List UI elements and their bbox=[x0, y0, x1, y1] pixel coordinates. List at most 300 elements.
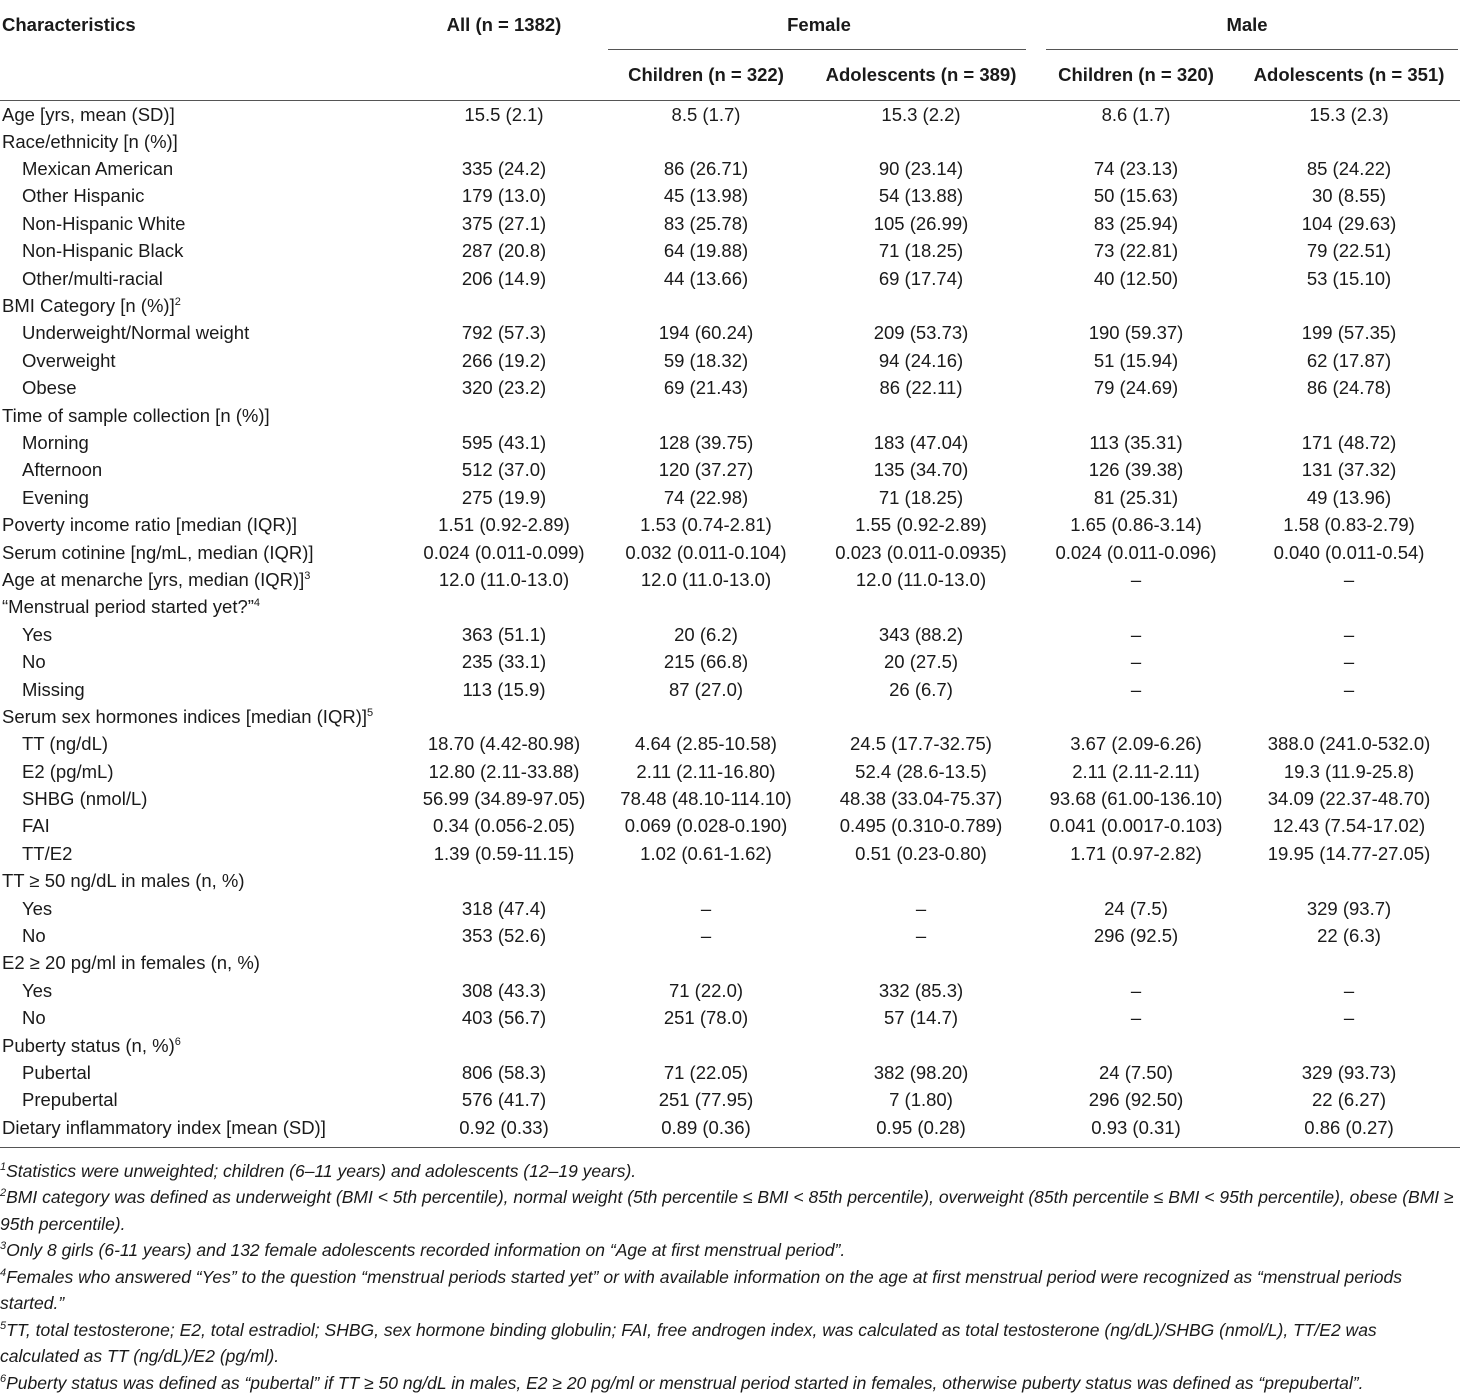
table-cell: 69 (21.43) bbox=[663, 377, 749, 399]
table-row bbox=[0, 894, 1460, 921]
table-cell: 128 (39.75) bbox=[658, 431, 754, 453]
header-female-adolescents: Adolescents (n = 389) bbox=[808, 50, 1034, 100]
row-label-text: Yes bbox=[22, 979, 53, 1001]
table-cell: 375 (27.1) bbox=[461, 212, 547, 234]
row-label bbox=[0, 100, 404, 128]
table-row bbox=[0, 977, 1460, 1004]
table-header bbox=[0, 0, 1460, 100]
table-cell: 12.43 (7.54-17.02) bbox=[1272, 815, 1426, 837]
table-cell: 22 (6.3) bbox=[1317, 925, 1381, 947]
table-cell: 86 (22.11) bbox=[879, 377, 963, 399]
table-cell bbox=[808, 593, 1034, 620]
table-cell: 71 (22.0) bbox=[668, 979, 744, 1001]
row-label bbox=[0, 949, 404, 976]
table-row bbox=[0, 593, 1460, 620]
row-label-text: Afternoon bbox=[22, 459, 103, 481]
row-label-text: Age at menarche [yrs, median (IQR)] bbox=[2, 568, 305, 590]
table-row bbox=[0, 922, 1460, 949]
footnote bbox=[0, 1317, 1460, 1370]
table-cell bbox=[404, 1031, 604, 1058]
table-cell: – bbox=[1130, 568, 1142, 590]
row-label-text: Obese bbox=[22, 377, 77, 399]
row-label bbox=[0, 867, 404, 894]
table-row bbox=[0, 812, 1460, 839]
table-cell: 78.48 (48.10-114.10) bbox=[620, 788, 792, 810]
table-cell: 87 (27.0) bbox=[668, 678, 744, 700]
table-cell: 59 (18.32) bbox=[663, 349, 749, 371]
row-label bbox=[0, 566, 404, 593]
footnote-number: 3 bbox=[0, 1240, 7, 1253]
table-cell: 51 (15.94) bbox=[1093, 349, 1179, 371]
table-cell: 20 (27.5) bbox=[883, 651, 959, 673]
table-row bbox=[0, 264, 1460, 291]
table-cell: 94 (24.16) bbox=[878, 349, 964, 371]
table-cell: 512 (37.0) bbox=[461, 459, 547, 481]
header-female: Female bbox=[604, 0, 1034, 50]
table-cell: 329 (93.7) bbox=[1306, 897, 1392, 919]
table-cell: 113 (15.9) bbox=[462, 678, 546, 700]
table-body bbox=[0, 100, 1460, 1141]
table-cell: 12.80 (2.11-33.88) bbox=[428, 760, 580, 782]
header-male-adolescents: Adolescents (n = 351) bbox=[1238, 50, 1460, 100]
table-row bbox=[0, 949, 1460, 976]
row-label bbox=[0, 292, 404, 319]
row-label-text: E2 ≥ 20 pg/ml in females (n, %) bbox=[2, 952, 260, 974]
table-cell: 0.069 (0.028-0.190) bbox=[624, 815, 788, 837]
table-cell: 183 (47.04) bbox=[873, 431, 969, 453]
table-cell: 56.99 (34.89-97.05) bbox=[422, 788, 586, 810]
row-label-text: Time of sample collection [n (%)] bbox=[2, 404, 270, 426]
row-label-text: Overweight bbox=[22, 349, 116, 371]
row-label bbox=[0, 840, 404, 867]
table-row bbox=[0, 210, 1460, 237]
table-cell: 215 (66.8) bbox=[663, 651, 749, 673]
header-spacer bbox=[404, 50, 604, 100]
table-cell: 2.11 (2.11-2.11) bbox=[1072, 760, 1200, 782]
table-cell: 44 (13.66) bbox=[663, 267, 749, 289]
footnote bbox=[0, 1264, 1460, 1317]
table-cell bbox=[404, 593, 604, 620]
table-cell bbox=[404, 867, 604, 894]
table-cell: 48.38 (33.04-75.37) bbox=[839, 788, 1003, 810]
table-cell: 1.58 (0.83-2.79) bbox=[1283, 514, 1415, 536]
row-label-text: “Menstrual period started yet?” bbox=[2, 596, 254, 618]
table-cell bbox=[808, 949, 1034, 976]
row-label bbox=[0, 785, 404, 812]
row-label-text: Dietary inflammatory index [mean (SD)] bbox=[2, 1116, 326, 1138]
table-cell: 50 (15.63) bbox=[1093, 185, 1179, 207]
table-cell: 251 (77.95) bbox=[658, 1089, 754, 1111]
table-cell: 79 (24.69) bbox=[1093, 377, 1179, 399]
table-row bbox=[0, 374, 1460, 401]
row-label-text: Underweight/Normal weight bbox=[22, 322, 250, 344]
table-cell: 0.024 (0.011-0.099) bbox=[423, 541, 585, 563]
footnote bbox=[0, 1370, 1460, 1396]
table-cell: 363 (51.1) bbox=[461, 623, 547, 645]
table-cell: 83 (25.94) bbox=[1093, 212, 1179, 234]
table-cell: 126 (39.38) bbox=[1088, 459, 1184, 481]
table-cell bbox=[808, 292, 1034, 319]
table-cell: – bbox=[1130, 979, 1142, 1001]
header-male: Male bbox=[1034, 0, 1460, 50]
table-cell bbox=[604, 593, 808, 620]
row-label bbox=[0, 429, 404, 456]
table-row bbox=[0, 867, 1460, 894]
table-cell: 266 (19.2) bbox=[461, 349, 547, 371]
table-cell: 0.89 (0.36) bbox=[661, 1116, 751, 1138]
row-label bbox=[0, 538, 404, 565]
row-label-text: Other/multi-racial bbox=[22, 267, 163, 289]
table-cell: 54 (13.88) bbox=[878, 185, 964, 207]
table-cell bbox=[1238, 128, 1460, 155]
footnote-number: 6 bbox=[0, 1373, 7, 1386]
table-row bbox=[0, 182, 1460, 209]
table-cell: 382 (98.20) bbox=[873, 1061, 969, 1083]
row-label-text: Age [yrs, mean (SD)] bbox=[2, 103, 175, 125]
row-label bbox=[0, 730, 404, 757]
header-female-children: Children (n = 322) bbox=[604, 50, 808, 100]
row-label bbox=[0, 264, 404, 291]
row-label bbox=[0, 456, 404, 483]
table-cell: 0.040 (0.011-0.54) bbox=[1273, 541, 1425, 563]
table-cell: 1.71 (0.97-2.82) bbox=[1070, 842, 1202, 864]
table-cell: 113 (35.31) bbox=[1089, 431, 1183, 453]
table-cell: – bbox=[915, 897, 927, 919]
table-cell: – bbox=[1343, 979, 1355, 1001]
footnote-ref: 2 bbox=[174, 295, 181, 308]
table-cell bbox=[808, 401, 1034, 428]
footnote-text: BMI category was defined as underweight (BMI < 5th percentile), normal weight (5th percentile ≤ BMI < 85th percentile), overweight (85th percentile ≤ BMI < 95th percentile), obese (BMI ≥ 95th percentile). bbox=[0, 1187, 1454, 1234]
table-cell: 57 (14.7) bbox=[883, 1007, 959, 1029]
table-cell: 135 (34.70) bbox=[873, 459, 969, 481]
footnote-text: TT, total testosterone; E2, total estradiol; SHBG, sex hormone binding globulin; FAI, free androgen index, was calculated as total testosterone (ng/dL)/SHBG (nmol/L), TT/E2 was calculated as TT (ng/dL)/E2 (pg/ml). bbox=[0, 1319, 1377, 1367]
row-label bbox=[0, 182, 404, 209]
table-cell bbox=[1238, 949, 1460, 976]
table-cell bbox=[1034, 401, 1238, 428]
table-row bbox=[0, 347, 1460, 374]
row-label bbox=[0, 977, 404, 1004]
table-cell: 287 (20.8) bbox=[461, 240, 547, 262]
row-label bbox=[0, 894, 404, 921]
table-cell: 1.39 (0.59-11.15) bbox=[433, 842, 575, 864]
table-row bbox=[0, 1086, 1460, 1113]
table-cell: 24 (7.5) bbox=[1104, 897, 1168, 919]
table-cell: – bbox=[1130, 678, 1142, 700]
table-cell: 22 (6.27) bbox=[1312, 1089, 1387, 1111]
table-cell: 40 (12.50) bbox=[1093, 267, 1179, 289]
table-cell: 7 (1.80) bbox=[889, 1089, 953, 1111]
row-label-text: Mexican American bbox=[22, 158, 174, 180]
table-cell bbox=[604, 128, 808, 155]
row-label bbox=[0, 1086, 404, 1113]
table-cell bbox=[808, 703, 1034, 730]
footnote-text: Only 8 girls (6-11 years) and 132 female adolescents recorded information on “Age at first menstrual period”. bbox=[6, 1240, 846, 1261]
table-cell bbox=[404, 703, 604, 730]
table-cell bbox=[1034, 1031, 1238, 1058]
table-cell bbox=[404, 292, 604, 319]
table-cell: 0.95 (0.28) bbox=[876, 1116, 966, 1138]
table-cell: 105 (26.99) bbox=[873, 212, 969, 234]
row-label bbox=[0, 812, 404, 839]
row-label-text: Race/ethnicity [n (%)] bbox=[2, 130, 178, 152]
footnote-number: 5 bbox=[0, 1320, 7, 1333]
table-cell: 206 (14.9) bbox=[461, 267, 547, 289]
table-cell: 209 (53.73) bbox=[873, 322, 969, 344]
table-cell: 1.51 (0.92-2.89) bbox=[438, 514, 570, 536]
table-row bbox=[0, 511, 1460, 538]
table-cell bbox=[604, 867, 808, 894]
table-cell: 296 (92.50) bbox=[1088, 1089, 1184, 1111]
table-cell: 26 (6.7) bbox=[889, 678, 953, 700]
row-label-text: Evening bbox=[22, 486, 89, 508]
row-label-text: TT ≥ 50 ng/dL in males (n, %) bbox=[2, 870, 245, 892]
table-cell: 8.6 (1.7) bbox=[1101, 103, 1171, 125]
table-cell bbox=[808, 867, 1034, 894]
footnote-text: Statistics were unweighted; children (6–11 years) and adolescents (12–19 years). bbox=[6, 1160, 637, 1181]
table-row bbox=[0, 703, 1460, 730]
table-cell: 806 (58.3) bbox=[461, 1061, 547, 1083]
table-cell: 190 (59.37) bbox=[1088, 322, 1184, 344]
table-cell: 1.53 (0.74-2.81) bbox=[640, 514, 772, 536]
row-label-text: Poverty income ratio [median (IQR)] bbox=[2, 514, 298, 536]
header-male-children: Children (n = 320) bbox=[1034, 50, 1238, 100]
row-label-text: Missing bbox=[22, 678, 85, 700]
row-label-text: Serum sex hormones indices [median (IQR)] bbox=[2, 705, 367, 727]
table-cell: – bbox=[1130, 623, 1142, 645]
table-cell: – bbox=[700, 925, 712, 947]
table-cell: 576 (41.7) bbox=[461, 1089, 547, 1111]
table-cell: 86 (26.71) bbox=[663, 158, 749, 180]
row-label bbox=[0, 1114, 404, 1141]
table-row bbox=[0, 538, 1460, 565]
table-cell: 235 (33.1) bbox=[461, 651, 547, 673]
table-cell: 332 (85.3) bbox=[878, 979, 964, 1001]
table-row bbox=[0, 1114, 1460, 1141]
table-cell: 120 (37.27) bbox=[658, 459, 754, 481]
row-label bbox=[0, 703, 404, 730]
table-cell: 19.95 (14.77-27.05) bbox=[1267, 842, 1431, 864]
row-label bbox=[0, 621, 404, 648]
table-cell: 85 (24.22) bbox=[1306, 158, 1392, 180]
table-cell: – bbox=[1343, 1007, 1355, 1029]
table-cell: 0.023 (0.011-0.0935) bbox=[835, 541, 1007, 563]
row-label-text: Prepubertal bbox=[22, 1089, 118, 1111]
table-cell: 64 (19.88) bbox=[663, 240, 749, 262]
footnote-text: Puberty status was defined as “pubertal” if TT ≥ 50 ng/dL in males, E2 ≥ 20 pg/ml or menstrual period started in females, otherwise puberty status was defined as “prepubertal”. bbox=[6, 1372, 1364, 1393]
table-row bbox=[0, 292, 1460, 319]
row-label bbox=[0, 675, 404, 702]
row-label-text: Morning bbox=[22, 431, 89, 453]
table-cell: 179 (13.0) bbox=[461, 185, 547, 207]
footnote-ref: 6 bbox=[174, 1035, 181, 1048]
table-row bbox=[0, 1031, 1460, 1058]
table-cell: 15.3 (2.3) bbox=[1309, 103, 1389, 125]
table-cell: 12.0 (11.0-13.0) bbox=[438, 568, 570, 590]
table-cell: 0.51 (0.23-0.80) bbox=[855, 842, 987, 864]
table-row bbox=[0, 1059, 1460, 1086]
table-cell: – bbox=[1343, 623, 1355, 645]
row-label-text: FAI bbox=[22, 815, 50, 837]
row-label-text: SHBG (nmol/L) bbox=[22, 788, 148, 810]
table-cell: 0.495 (0.310-0.789) bbox=[839, 815, 1003, 837]
footnote-number: 1 bbox=[0, 1161, 7, 1174]
table-cell: 0.34 (0.056-2.05) bbox=[433, 815, 575, 837]
table-cell: 353 (52.6) bbox=[461, 925, 547, 947]
row-label-text: Serum cotinine [ng/mL, median (IQR)] bbox=[2, 541, 314, 563]
table-cell: 343 (88.2) bbox=[878, 623, 964, 645]
row-label bbox=[0, 1059, 404, 1086]
table-cell: 0.86 (0.27) bbox=[1304, 1116, 1394, 1138]
table-cell: 86 (24.78) bbox=[1306, 377, 1392, 399]
footnotes bbox=[0, 1148, 1460, 1396]
table-cell: 104 (29.63) bbox=[1301, 212, 1397, 234]
row-label-text: Pubertal bbox=[22, 1061, 91, 1083]
row-label-text: Non-Hispanic White bbox=[22, 212, 186, 234]
table-cell: 34.09 (22.37-48.70) bbox=[1267, 788, 1431, 810]
row-label-text: BMI Category [n (%)] bbox=[2, 295, 175, 317]
table-cell: 251 (78.0) bbox=[663, 1007, 749, 1029]
row-label-text: Yes bbox=[22, 623, 53, 645]
row-label-text: TT (ng/dL) bbox=[22, 733, 109, 755]
table-cell: – bbox=[915, 925, 927, 947]
table-cell: 194 (60.24) bbox=[658, 322, 754, 344]
table-cell: 71 (18.25) bbox=[878, 240, 964, 262]
table-cell: 53 (15.10) bbox=[1306, 267, 1392, 289]
table-row bbox=[0, 675, 1460, 702]
table-cell bbox=[1034, 949, 1238, 976]
table-row bbox=[0, 401, 1460, 428]
footnote-number: 4 bbox=[0, 1267, 7, 1280]
table-row bbox=[0, 100, 1460, 128]
table-cell bbox=[1034, 292, 1238, 319]
table-cell: 329 (93.73) bbox=[1301, 1061, 1397, 1083]
table-cell: 62 (17.87) bbox=[1306, 349, 1392, 371]
row-label bbox=[0, 757, 404, 784]
table-cell: – bbox=[1343, 678, 1355, 700]
table-cell bbox=[604, 703, 808, 730]
header-all: All (n = 1382) bbox=[446, 14, 562, 35]
table-cell: 18.70 (4.42-80.98) bbox=[427, 733, 581, 755]
table-cell: 199 (57.35) bbox=[1301, 322, 1397, 344]
row-label bbox=[0, 128, 404, 155]
table-cell: 595 (43.1) bbox=[461, 431, 547, 453]
table-cell: 1.65 (0.86-3.14) bbox=[1070, 514, 1202, 536]
table-cell: 24 (7.50) bbox=[1098, 1061, 1174, 1083]
table-cell bbox=[1238, 401, 1460, 428]
table-row bbox=[0, 429, 1460, 456]
table-cell: 403 (56.7) bbox=[461, 1007, 547, 1029]
row-label bbox=[0, 210, 404, 237]
table-cell: 8.5 (1.7) bbox=[671, 103, 741, 125]
row-label-text: Non-Hispanic Black bbox=[22, 240, 184, 262]
table-cell: 335 (24.2) bbox=[461, 158, 547, 180]
table-cell bbox=[404, 401, 604, 428]
table-row bbox=[0, 648, 1460, 675]
row-label bbox=[0, 319, 404, 346]
footnote-ref: 4 bbox=[253, 597, 261, 610]
table-cell: – bbox=[1343, 651, 1355, 673]
table-cell: 52.4 (28.6-13.5) bbox=[855, 760, 987, 782]
footnote-text: Females who answered “Yes” to the question “menstrual periods started yet” or with available information on the age at first menstrual period were recognized as “menstrual periods started.” bbox=[0, 1266, 1402, 1314]
table-cell: – bbox=[1343, 568, 1355, 590]
table-cell: 1.02 (0.61-1.62) bbox=[640, 842, 772, 864]
footnote-number: 2 bbox=[0, 1187, 7, 1200]
table-cell bbox=[1034, 128, 1238, 155]
table-cell: 131 (37.32) bbox=[1301, 459, 1397, 481]
row-label-text: Puberty status (n, %) bbox=[2, 1034, 175, 1056]
row-label bbox=[0, 1031, 404, 1058]
row-label bbox=[0, 648, 404, 675]
table-cell: 30 (8.55) bbox=[1312, 185, 1387, 207]
row-label-text: Yes bbox=[22, 897, 53, 919]
table-cell bbox=[1238, 703, 1460, 730]
table-cell: 0.93 (0.31) bbox=[1091, 1116, 1181, 1138]
table-cell: 0.032 (0.011-0.104) bbox=[625, 541, 787, 563]
table-cell: 296 (92.5) bbox=[1093, 925, 1179, 947]
table-cell: 2.11 (2.11-16.80) bbox=[636, 760, 776, 782]
row-label bbox=[0, 401, 404, 428]
table-cell: 15.3 (2.2) bbox=[881, 103, 961, 125]
table-cell: 83 (25.78) bbox=[663, 212, 749, 234]
table-cell bbox=[404, 949, 604, 976]
row-label bbox=[0, 155, 404, 182]
table-cell: – bbox=[1130, 651, 1142, 673]
table-row bbox=[0, 155, 1460, 182]
row-label bbox=[0, 593, 404, 620]
table-cell: 20 (6.2) bbox=[674, 623, 738, 645]
table-cell: 81 (25.31) bbox=[1093, 486, 1179, 508]
table-cell: 275 (19.9) bbox=[461, 486, 547, 508]
table-cell: 15.5 (2.1) bbox=[464, 103, 544, 125]
row-label bbox=[0, 922, 404, 949]
table-cell: 74 (23.13) bbox=[1093, 158, 1179, 180]
table-cell: 71 (22.05) bbox=[663, 1061, 749, 1083]
table-cell: 318 (47.4) bbox=[461, 897, 547, 919]
table-cell: 12.0 (11.0-13.0) bbox=[640, 568, 772, 590]
table-cell bbox=[604, 401, 808, 428]
row-label bbox=[0, 511, 404, 538]
table-cell: 24.5 (17.7-32.75) bbox=[850, 733, 992, 755]
row-label bbox=[0, 484, 404, 511]
row-label bbox=[0, 374, 404, 401]
table-row bbox=[0, 319, 1460, 346]
table-cell: 73 (22.81) bbox=[1093, 240, 1179, 262]
table-row bbox=[0, 757, 1460, 784]
table-cell bbox=[1238, 593, 1460, 620]
table-cell bbox=[1034, 703, 1238, 730]
table-row bbox=[0, 730, 1460, 757]
row-label bbox=[0, 1004, 404, 1031]
table-cell: 4.64 (2.85-10.58) bbox=[635, 733, 777, 755]
row-label bbox=[0, 237, 404, 264]
table-row bbox=[0, 566, 1460, 593]
table-cell: – bbox=[1130, 1007, 1142, 1029]
table-cell: 1.55 (0.92-2.89) bbox=[855, 514, 987, 536]
table-cell: 3.67 (2.09-6.26) bbox=[1070, 733, 1202, 755]
table-cell: 171 (48.72) bbox=[1301, 431, 1397, 453]
table-cell: 320 (23.2) bbox=[461, 377, 547, 399]
table-row bbox=[0, 456, 1460, 483]
table-cell: 79 (22.51) bbox=[1306, 240, 1392, 262]
row-label-text: Other Hispanic bbox=[22, 185, 145, 207]
row-label bbox=[0, 347, 404, 374]
table-cell bbox=[1034, 593, 1238, 620]
header-characteristics: Characteristics bbox=[2, 14, 136, 35]
table-cell bbox=[604, 292, 808, 319]
table-cell bbox=[1034, 867, 1238, 894]
table-cell: 19.3 (11.9-25.8) bbox=[1283, 760, 1415, 782]
row-label-text: No bbox=[22, 651, 46, 673]
